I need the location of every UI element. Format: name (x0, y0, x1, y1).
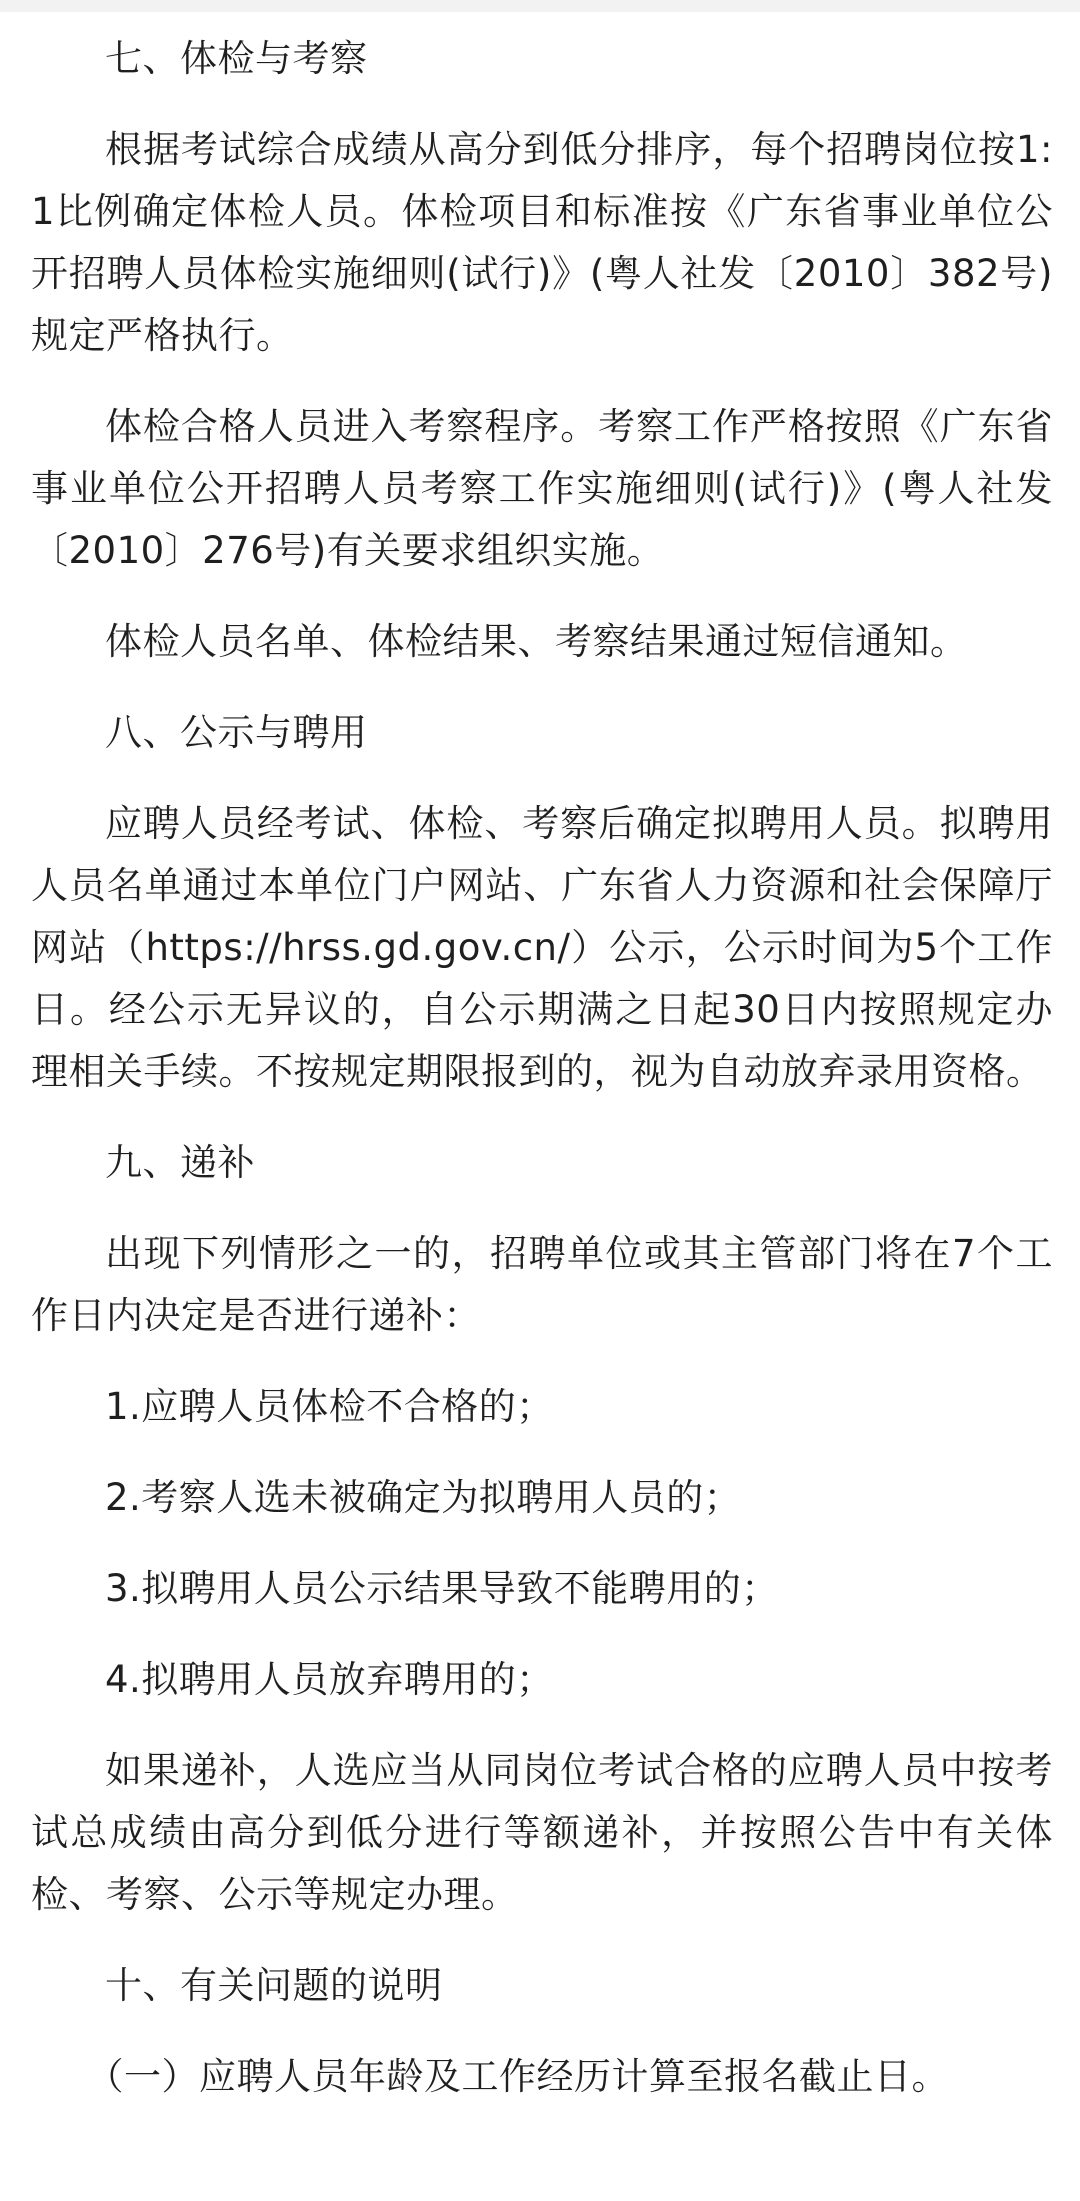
paragraph-substitution-intro: 出现下列情形之一的，招聘单位或其主管部门将在7个工作日内决定是否进行递补： (31, 1232, 1053, 1337)
paragraph-substitution-rule: 如果递补，人选应当从同岗位考试合格的应聘人员中按考试总成绩由高分到低分进行等额递补，并按照公告中有关体检、考察、公示等规定办理。 (31, 1749, 1053, 1916)
paragraph-exam-ranking: 根据考试综合成绩从高分到低分排序，每个招聘岗位按1:1比例确定体检人员。体检项目和标准按《广东省事业单位公开招聘人员体检实施细则(试行)》(粤人社发〔2010〕382号)规定严格执行。 (31, 128, 1053, 357)
section-heading-physical-exam: 七、体检与考察 (105, 37, 368, 80)
section-heading-notes: 十、有关问题的说明 (105, 1964, 443, 2007)
section-heading-publicity-hiring: 八、公示与聘用 (105, 711, 368, 754)
paragraph-publicity-hiring: 应聘人员经考试、体检、考察后确定拟聘用人员。拟聘用人员名单通过本单位门户网站、广东省人力资源和社会保障厅网站（https://hrss.gd.gov.cn/）公示，公示时间为5个工作日。经公示无异议的，自公示期满之日起30日内按照规定办理相关手续。不按规定期限报到的，视为自动放弃录用资格。 (31, 802, 1053, 1093)
article-body (31, 28, 1053, 2137)
paragraph-inspection-procedure: 体检合格人员进入考察程序。考察工作严格按照《广东省事业单位公开招聘人员考察工作实施细则(试行)》(粤人社发〔2010〕276号)有关要求组织实施。 (31, 405, 1053, 572)
list-item-substitution-3: 3.拟聘用人员公示结果导致不能聘用的； (105, 1567, 779, 1610)
paragraph-notes-age: （一）应聘人员年龄及工作经历计算至报名截止日。 (86, 2055, 949, 2098)
list-item-substitution-1: 1.应聘人员体检不合格的； (105, 1385, 554, 1428)
paragraph-sms-notice: 体检人员名单、体检结果、考察结果通过短信通知。 (105, 620, 968, 663)
list-item-substitution-2: 2.考察人选未被确定为拟聘用人员的； (105, 1476, 742, 1519)
section-heading-substitution: 九、递补 (105, 1141, 255, 1184)
top-status-strip (0, 0, 1080, 12)
list-item-substitution-4: 4.拟聘用人员放弃聘用的； (105, 1658, 554, 1701)
